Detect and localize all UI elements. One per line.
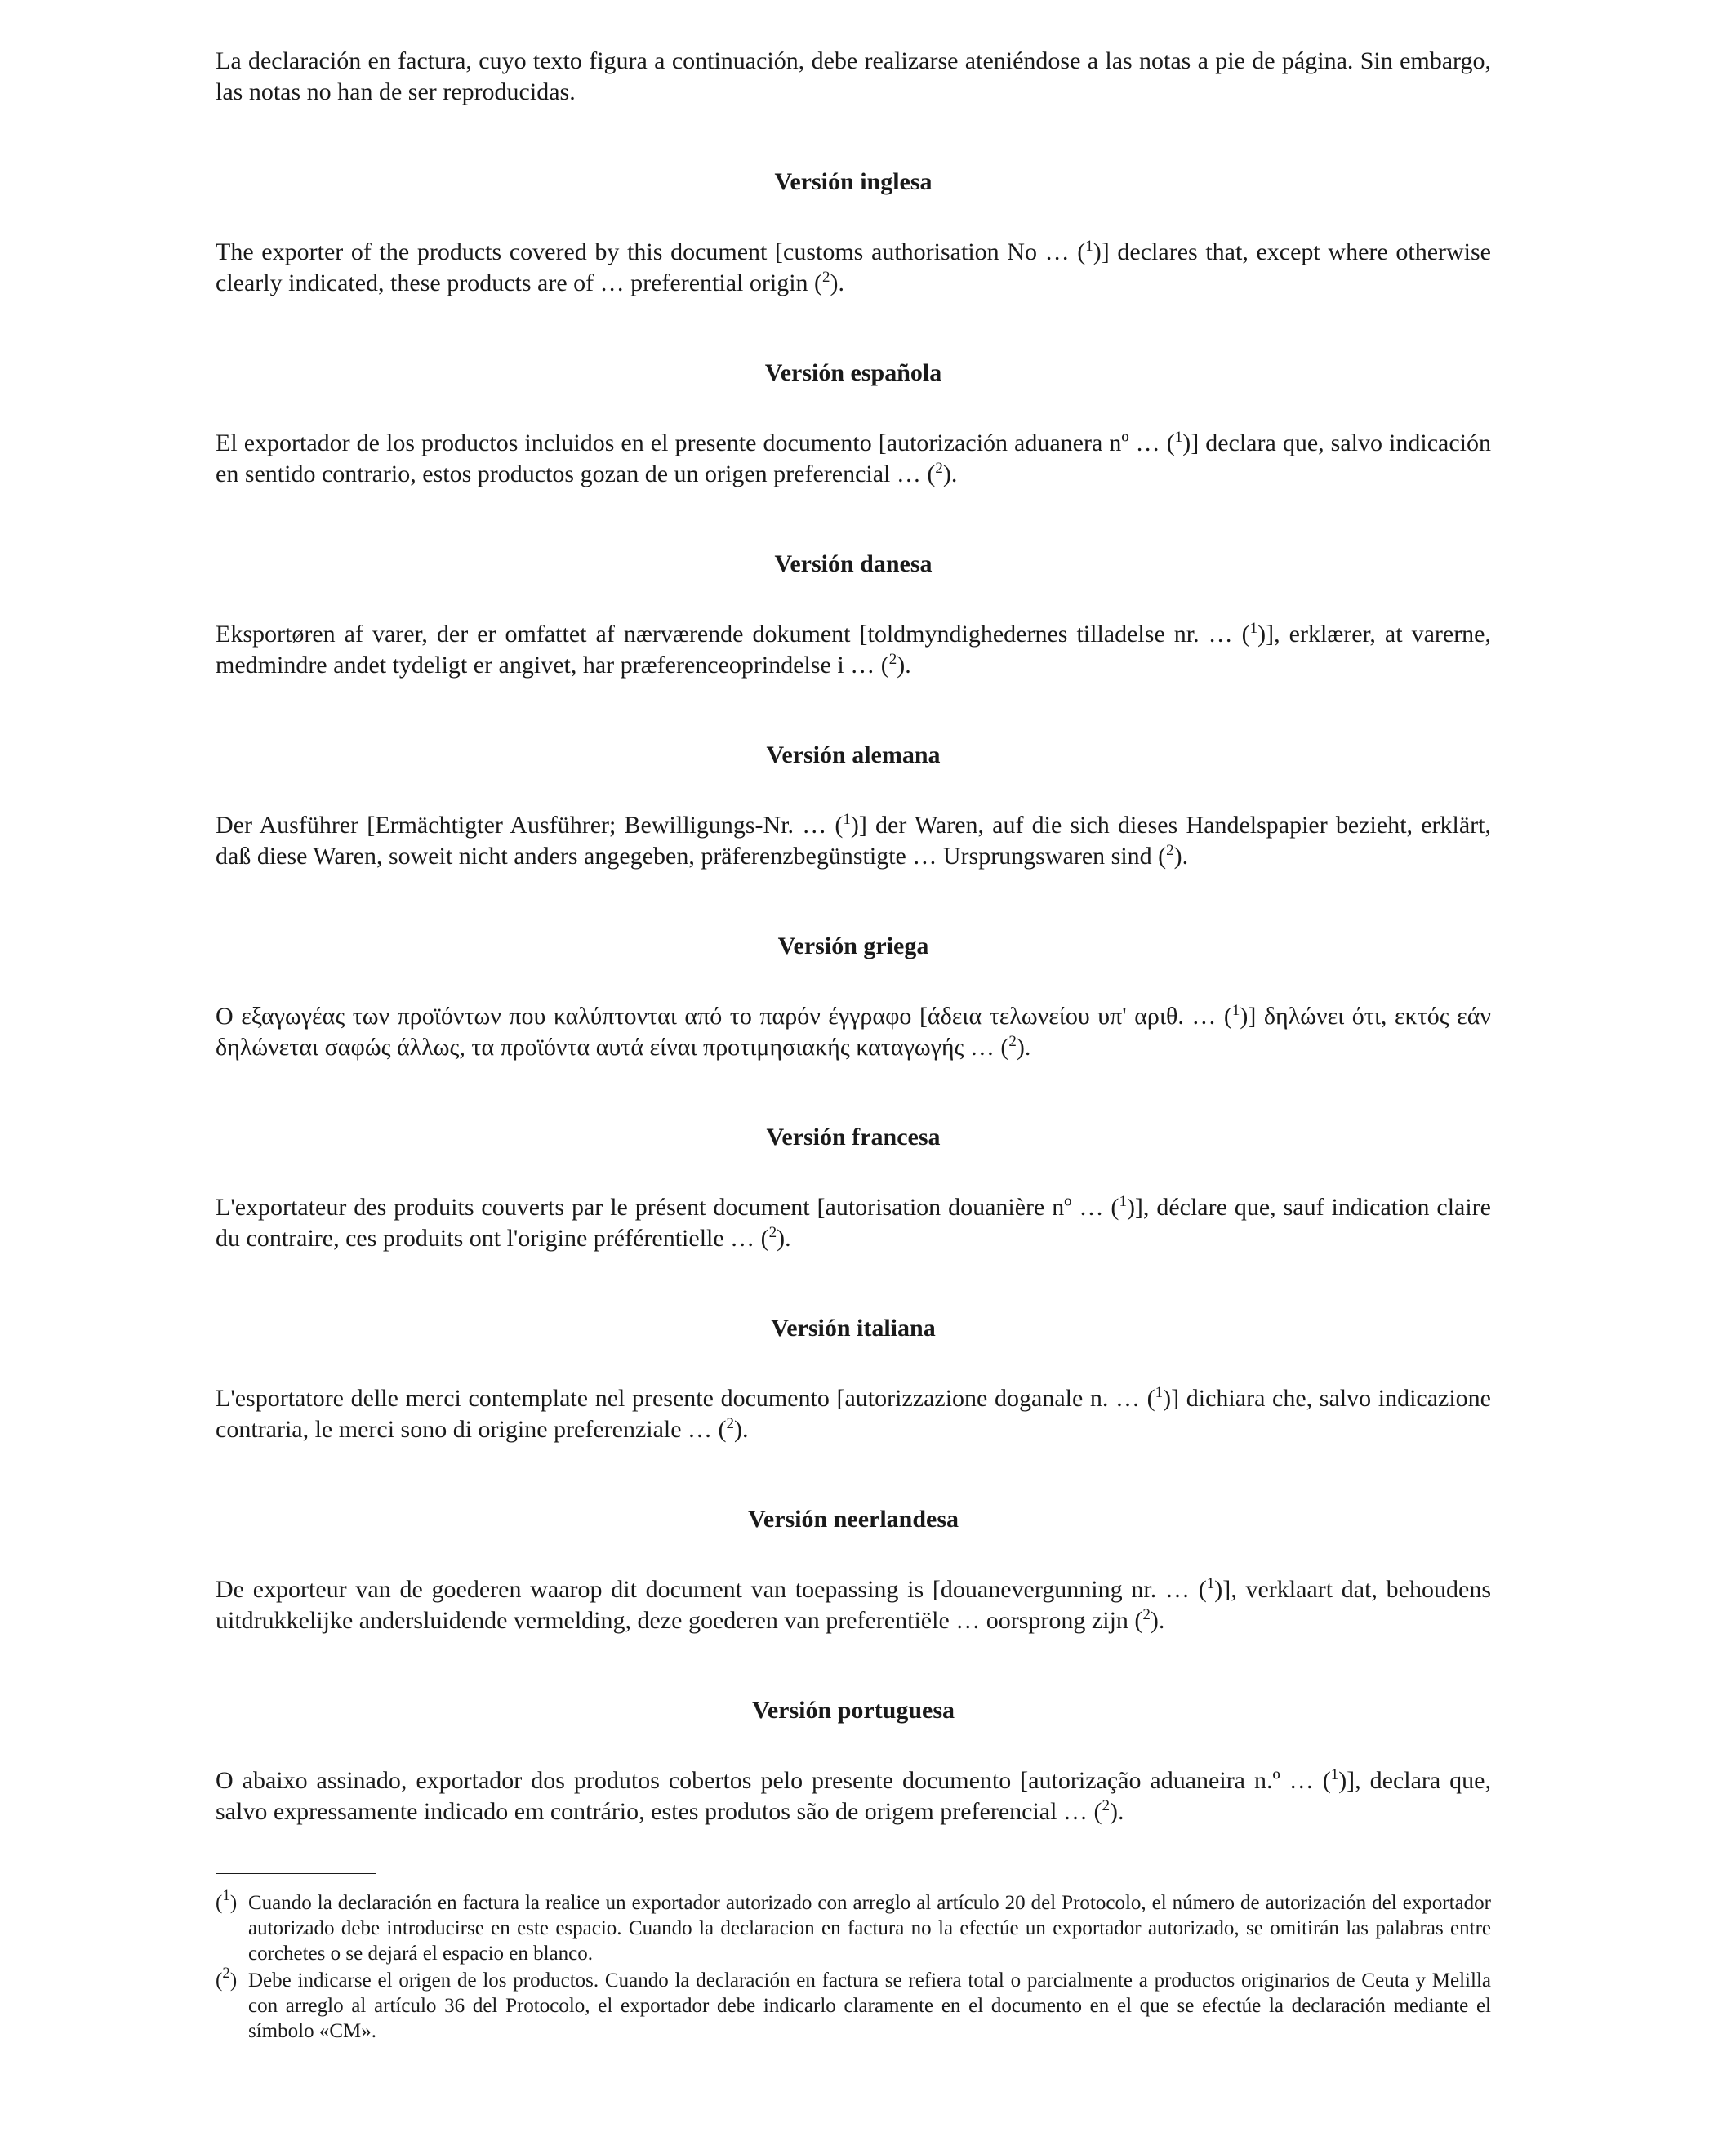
footnote-ref: 2 [1102,1797,1110,1814]
footnote-ref: 1 [1119,1193,1127,1210]
footnote-ref: 1 [1231,1002,1240,1019]
section-portuguese [216,1695,1491,1827]
section-heading: Versión portuguesa [751,1697,955,1724]
section-heading: Versión neerlandesa [747,1506,959,1533]
footnote-ref: 2 [768,1224,777,1241]
section-heading: Versión griega [777,932,929,959]
section-heading: Versión danesa [774,550,933,577]
footnote-text: Debe indicarse el origen de los productos. Cuando la declaración en factura se refiera total o parcialmente a productos originarios de Ceuta y Melilla con arreglo al artículo 36 del Protocolo, el exportador debe indicarlo claramente en el documento en el que se efectúe la declaración mediante el símbolo «CM». [248,1970,1491,2042]
declaration-text: L'exportateur des produits couverts par le présent document [autorisation douanière nº … ($^1$)], déclare que, sauf indication claire du contraire, ces produits ont l'origine préférentielle … ($^2$). [216,1193,1491,1252]
footnote-ref: 2 [1166,842,1174,859]
declaration-text: El exportador de los productos incluidos en el presente documento [autorización aduanera nº … ($^1$)] declara que, salvo indicación en sentido contrario, estos productos gozan de un origen preferencial … ($^2$). [216,429,1491,487]
footnote-ref: 1 [1155,1384,1164,1401]
declaration-text: O abaixo assinado, exportador dos produtos cobertos pelo presente documento [autorização aduaneira n.º … ($^1$)], declara que, salvo expressamente indicado em contrário, estes produtos são de origem preferencial … ($^2$). [216,1766,1491,1825]
footnote-2 [216,1965,1491,2044]
section-french [216,1122,1491,1254]
footnote-separator [216,1873,376,1874]
section-heading: Versión española [764,359,942,386]
declaration-text: De exporteur van de goederen waarop dit document van toepassing is [douanevergunning nr. … ($^1$)], verklaart dat, behoudens uitdrukkelijke andersluidende vermelding, deze goederen van preferentiële … oorsprong zijn ($^2$). [216,1575,1491,1634]
footnote-ref: 1 [1174,429,1183,446]
footnote-ref: 1 [1249,620,1258,637]
section-greek [216,931,1491,1063]
section-german [216,740,1491,872]
declaration-text: Eksportøren af varer, der er omfattet af nærværende dokument [toldmyndighedernes tilladelse nr. … ($^1$)], erklærer, at varerne, medmindre andet tydeligt er angivet, har præferenceoprindelse i … ($^2$). [216,620,1491,679]
section-danish [216,549,1491,681]
declaration-text: The exporter of the products covered by this document [customs authorisation No … ($^1$)] declares that, except where otherwise clearly indicated, these products are of … preferential origin ($^2$). [216,238,1491,296]
footnote-ref: 1 [843,811,851,828]
section-spanish [216,358,1491,490]
footnote-ref: 1 [1206,1575,1215,1592]
footnote-ref: 2 [1142,1606,1151,1623]
section-italian [216,1313,1491,1445]
declaration-text: Der Ausführer [Ermächtigter Ausführer; Bewilligungs-Nr. … ($^1$)] der Waren, auf die sich dieses Handelspapier bezieht, erklärt, daß diese Waren, soweit nicht anders angegeben, präferenzbegünstigte … Ursprungswaren sind ($^2$). [216,811,1491,870]
document-body [216,46,1491,2045]
footnote-ref: 1 [1085,238,1093,255]
section-heading: Versión inglesa [774,168,933,195]
footnote-marker: ($^1$) [216,1887,238,1914]
footnote-ref: 2 [822,269,830,286]
footnote-ref: 1 [1330,1766,1339,1783]
declaration-text: L'esportatore delle merci contemplate nel presente documento [autorizzazione doganale n. … ($^1$)] dichiara che, salvo indicazione contraria, le merci sono di origine preferenziale … ($^2$). [216,1384,1491,1443]
section-dutch [216,1504,1491,1636]
section-heading: Versión francesa [766,1124,941,1151]
footnote-text: Cuando la declaración en factura la realice un exportador autorizado con arreglo al artículo 20 del Protocolo, el número de autorización del exportador autorizado debe introducirse en este espacio. Cuando la declaracion en factura no la efectúe un exportador autorizado, se omitirán las palabras entre corchetes o se dejará el espacio en blanco. [248,1892,1491,1965]
footnote-marker: ($^2$) [216,1965,238,1992]
intro-paragraph: La declaración en factura, cuyo texto figura a continuación, debe realizarse ateniéndose a las notas a pie de página. Sin embargo, las notas no han de ser reproducidas. [216,47,1491,105]
declaration-text: Ο εξαγωγέας των προϊόντων που καλύπτονται από το παρόν έγγραφο [άδεια τελωνείου υπ' αριθ. … ($^1$)] δηλώνει ότι, εκτός εάν δηλώνεται σαφώς άλλως, τα προϊόντα αυτά είναι προτιμησιακής καταγωγής … ($^2$). [216,1002,1491,1061]
footnote-1 [216,1887,1491,1966]
footnote-ref: 2 [1008,1033,1017,1050]
section-heading: Versión alemana [766,741,941,768]
footnote-ref: 2 [935,460,943,477]
section-english [216,167,1491,299]
footnote-ref: 2 [888,651,897,668]
footnote-ref: 2 [726,1415,735,1432]
section-heading: Versión italiana [771,1315,936,1342]
